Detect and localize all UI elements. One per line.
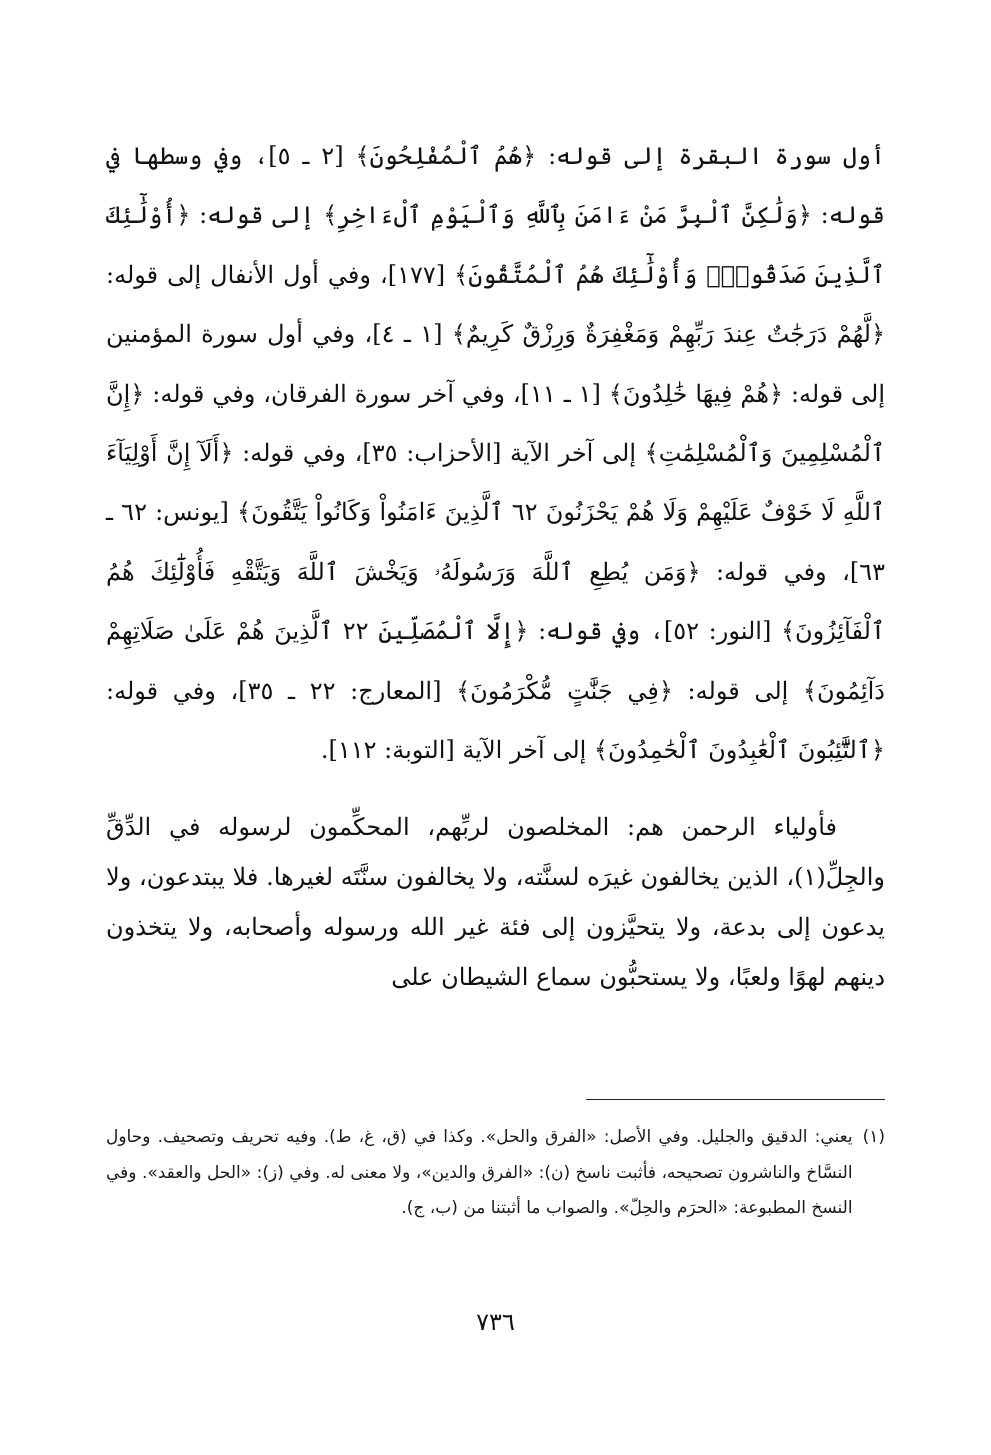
footnotes (106, 1120, 885, 1227)
footnote-1 (106, 1120, 885, 1227)
footnote-number: (١) (862, 1127, 885, 1147)
footnote-text: يعني: الدقيق والجليل. وفي الأصل: «الفرق والحل». وكذا في (ق، غ، ط). وفيه تحريف وتصحيف. وحاول النسَّاخ والناشرون تصحيحه، فأثبت ناسخ (ن): «الفرق والدين»، ولا معنى له. وفي (ز): «الحل والعقد». وفي النسخ المطبوعة: «الحرَم والحِلّ». والصواب ما أثبتنا من (ب، ج). (106, 1127, 853, 1218)
page-number: ٧٣٦ (476, 1308, 515, 1336)
main-text (106, 127, 885, 1002)
footnote-separator (586, 1099, 885, 1100)
passage-quran-references: أول سورة البقرة إلى قوله: ﴿هُمُ ٱلْمُفْلِحُونَ﴾ [٢ ـ ٥]، وفي وسطها في قوله: ﴿وَلَٰكِنَّ ٱلْبِرَّ مَنْ ءَامَنَ بِٱللَّهِ وَٱلْيَوْمِ ٱلْءَاخِرِ﴾ إلى قوله: ﴿أُوْلَٰٓئِكَ ٱلَّذِينَ صَدَقُواْۖ وَأُوْلَٰٓئِكَ هُمُ ٱلْمُتَّقُونَ﴾ [١٧٧]، وفي أول الأنفال إلى قوله: ﴿لَّهُمْ دَرَجَٰتٌ عِندَ رَبِّهِمْ وَمَغْفِرَةٌ وَرِزْقٌ كَرِيمٌ﴾ [١ ـ ٤]، وفي أول سورة المؤمنين إلى قوله: ﴿هُمْ فِيهَا خَٰلِدُونَ﴾ [١ ـ ١١]، وفي آخر سورة الفرقان، وفي قوله: ﴿إِنَّ ٱلْمُسْلِمِينَ وَٱلْمُسْلِمَٰتِ﴾ إلى آخر الآية [الأحزاب: ٣٥]، وفي قوله: ﴿أَلَآ إِنَّ أَوْلِيَآءَ ٱللَّهِ لَا خَوْفٌ عَلَيْهِمْ وَلَا هُمْ يَحْزَنُونَ ٦٢ ٱلَّذِينَ ءَامَنُواْ وَكَانُواْ يَتَّقُونَ﴾ [يونس: ٦٢ ـ ٦٣]، وفي قوله: ﴿وَمَن يُطِعِ ٱللَّهَ وَرَسُولَهُۥ وَيَخْشَ ٱللَّهَ وَيَتَّقْهِ فَأُوْلَٰٓئِكَ هُمُ ٱلْفَآئِزُونَ﴾ [النور: ٥٢]، وفي قوله: ﴿إِلَّا ٱلْمُصَلِّينَ ٢٢ ٱلَّذِينَ هُمْ عَلَىٰ صَلَاتِهِمْ دَآئِمُونَ﴾ إلى قوله: ﴿فِي جَنَّٰتٍ مُّكْرَمُونَ﴾ [المعارج: ٢٢ ـ ٣٥]، وفي قوله: ﴿ٱلتَّٰٓئِبُونَ ٱلْعَٰبِدُونَ ٱلْحَٰمِدُونَ﴾ إلى آخر الآية [التوبة: ١١٢]. (106, 142, 886, 765)
paragraph-awliya-al-rahman: فأولياء الرحمن هم: المخلصون لربِّهم، المحكِّمون لرسوله في الدِّقِّ والجِلِّ(١)، الذين يخالفون غيرَه لسنَّته، ولا يخالفون سنَّتَه لغيرها. فلا يبتدعون، ولا يدعون إلى بدعة، ولا يتحيَّزون إلى فئة غير الله ورسوله وأصحابه، ولا يتخذون دينهم لهوًا ولعبًا، ولا يستحبُّون سماع الشيطان على (106, 813, 885, 992)
